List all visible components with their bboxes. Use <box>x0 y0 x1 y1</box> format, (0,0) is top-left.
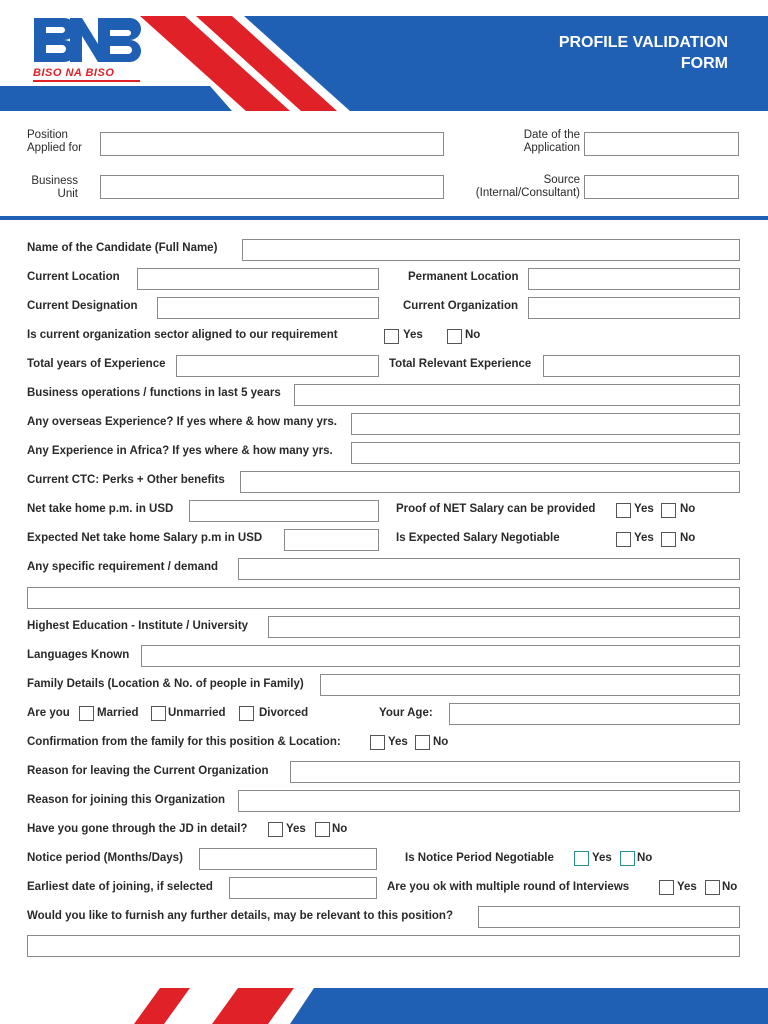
header-blue-band-left <box>0 86 232 111</box>
multiple-rounds-yes-checkbox[interactable] <box>659 880 674 895</box>
expected-negotiable-no-checkbox[interactable] <box>661 532 676 547</box>
proof-net-salary-yes-checkbox[interactable] <box>616 503 631 518</box>
permanent-location-input[interactable] <box>528 268 740 290</box>
reason-leaving-label: Reason for leaving the Current Organization <box>27 765 269 777</box>
current-location-input[interactable] <box>137 268 379 290</box>
current-organization-label: Current Organization <box>403 300 519 312</box>
africa-experience-input[interactable] <box>351 442 740 464</box>
highest-education-input[interactable] <box>268 616 740 638</box>
footer-red-stripe-1 <box>134 988 190 1024</box>
proof-net-salary-no-checkbox[interactable] <box>661 503 676 518</box>
total-experience-label: Total years of Experience <box>27 358 166 370</box>
net-take-home-input[interactable] <box>189 500 379 522</box>
proof-net-salary-yes-label: Yes <box>634 503 654 515</box>
overseas-experience-label: Any overseas Experience? If yes where & how many yrs. <box>27 416 338 428</box>
earliest-joining-input[interactable] <box>229 877 377 899</box>
reason-joining-label: Reason for joining this Organization <box>27 794 226 806</box>
reason-joining-input[interactable] <box>238 790 740 812</box>
position-applied-label-line2: Applied for <box>27 142 82 154</box>
footer-graphic <box>0 986 768 1024</box>
expected-negotiable-yes-label: Yes <box>634 532 654 544</box>
total-relevant-experience-input[interactable] <box>543 355 740 377</box>
multiple-rounds-label: Are you ok with multiple round of Interviews <box>387 881 630 893</box>
logo <box>28 12 143 82</box>
family-details-input[interactable] <box>320 674 740 696</box>
current-ctc-input[interactable] <box>240 471 740 493</box>
notice-negotiable-label: Is Notice Period Negotiable <box>405 852 554 864</box>
notice-negotiable-no-checkbox[interactable] <box>620 851 635 866</box>
expected-negotiable-label: Is Expected Salary Negotiable <box>396 532 560 544</box>
date-application-label <box>500 129 580 155</box>
date-application-label-line2: Application <box>523 142 580 154</box>
multiple-rounds-no-checkbox[interactable] <box>705 880 720 895</box>
multiple-rounds-no-label: No <box>722 881 738 893</box>
specific-requirement-input[interactable] <box>238 558 740 580</box>
logo-underline <box>33 80 140 82</box>
expected-negotiable-no-label: No <box>680 532 696 544</box>
family-confirmation-no-label: No <box>433 736 449 748</box>
source-label-line1: Source <box>543 174 580 186</box>
position-applied-input[interactable] <box>100 132 444 156</box>
your-age-input[interactable] <box>449 703 740 725</box>
unmarried-checkbox[interactable] <box>151 706 166 721</box>
sector-aligned-no-label: No <box>465 329 481 341</box>
business-unit-label-line1: Business <box>31 175 78 187</box>
proof-net-salary-label: Proof of NET Salary can be provided <box>396 503 596 515</box>
business-unit-input[interactable] <box>100 175 444 199</box>
business-unit-label-line2: Unit <box>57 188 78 200</box>
notice-period-input[interactable] <box>199 848 377 870</box>
notice-negotiable-no-label: No <box>637 852 653 864</box>
family-confirmation-yes-checkbox[interactable] <box>370 735 385 750</box>
proof-net-salary-no-label: No <box>680 503 696 515</box>
gone-through-jd-no-label: No <box>332 823 348 835</box>
gone-through-jd-no-checkbox[interactable] <box>315 822 330 837</box>
logo-tagline: BISO NA BISO <box>33 67 115 79</box>
source-label <box>440 174 580 200</box>
title-line1: PROFILE VALIDATION <box>558 34 728 51</box>
candidate-name-label: Name of the Candidate (Full Name) <box>27 242 218 254</box>
total-experience-input[interactable] <box>176 355 379 377</box>
africa-experience-label: Any Experience in Africa? If yes where & how many yrs. <box>27 445 333 457</box>
specific-requirement-label: Any specific requirement / demand <box>27 561 219 573</box>
footer-blue-band <box>290 988 768 1024</box>
married-checkbox[interactable] <box>79 706 94 721</box>
expected-net-input[interactable] <box>284 529 379 551</box>
reason-leaving-input[interactable] <box>290 761 740 783</box>
notice-negotiable-yes-label: Yes <box>592 852 612 864</box>
permanent-location-label: Permanent Location <box>408 271 519 283</box>
specific-requirement-continued-input[interactable] <box>27 587 740 609</box>
notice-negotiable-yes-checkbox[interactable] <box>574 851 589 866</box>
are-you-label: Are you <box>27 707 70 719</box>
business-operations-label: Business operations / functions in last 5 years <box>27 387 281 399</box>
form-title <box>559 32 728 74</box>
languages-known-label: Languages Known <box>27 649 130 661</box>
candidate-name-input[interactable] <box>242 239 740 261</box>
expected-net-label: Expected Net take home Salary p.m in USD <box>27 532 263 544</box>
divorced-label: Divorced <box>259 707 309 719</box>
unmarried-label: Unmarried <box>168 707 226 719</box>
overseas-experience-input[interactable] <box>351 413 740 435</box>
position-applied-label-line1: Position <box>27 129 68 141</box>
highest-education-label: Highest Education - Institute / University <box>27 620 249 632</box>
position-applied-label <box>27 129 82 155</box>
family-confirmation-yes-label: Yes <box>388 736 408 748</box>
section-divider <box>0 216 768 220</box>
current-organization-input[interactable] <box>528 297 740 319</box>
source-input[interactable] <box>584 175 739 199</box>
further-details-input[interactable] <box>478 906 740 928</box>
sector-aligned-label: Is current organization sector aligned to our requirement <box>27 329 338 341</box>
further-details-label: Would you like to furnish any further details, may be relevant to this position? <box>27 910 453 922</box>
multiple-rounds-yes-label: Yes <box>677 881 697 893</box>
sector-aligned-no-checkbox[interactable] <box>447 329 462 344</box>
expected-negotiable-yes-checkbox[interactable] <box>616 532 631 547</box>
gone-through-jd-label: Have you gone through the JD in detail? <box>27 823 248 835</box>
title-line2: FORM <box>680 55 728 72</box>
current-location-label: Current Location <box>27 271 120 283</box>
divorced-checkbox[interactable] <box>239 706 254 721</box>
family-details-label: Family Details (Location & No. of people in Family) <box>27 678 304 690</box>
source-label-line2: (Internal/Consultant) <box>475 187 580 199</box>
date-application-label-line1: Date of the <box>523 129 580 141</box>
further-details-continued-input[interactable] <box>27 935 740 957</box>
net-take-home-label: Net take home p.m. in USD <box>27 503 174 515</box>
family-confirmation-label: Confirmation from the family for this position & Location: <box>27 736 341 748</box>
current-designation-label: Current Designation <box>27 300 138 312</box>
family-confirmation-no-checkbox[interactable] <box>415 735 430 750</box>
footer-red-stripe-2 <box>212 988 294 1024</box>
sector-aligned-yes-label: Yes <box>403 329 423 341</box>
current-designation-input[interactable] <box>157 297 379 319</box>
languages-known-input[interactable] <box>141 645 740 667</box>
bnb-logo-icon <box>28 12 143 68</box>
your-age-label: Your Age: <box>379 707 433 719</box>
notice-period-label: Notice period (Months/Days) <box>27 852 183 864</box>
sector-aligned-yes-checkbox[interactable] <box>384 329 399 344</box>
business-unit-label <box>27 175 78 201</box>
gone-through-jd-yes-checkbox[interactable] <box>268 822 283 837</box>
gone-through-jd-yes-label: Yes <box>286 823 306 835</box>
current-ctc-label: Current CTC: Perks + Other benefits <box>27 474 225 486</box>
married-label: Married <box>97 707 139 719</box>
earliest-joining-label: Earliest date of joining, if selected <box>27 881 213 893</box>
business-operations-input[interactable] <box>294 384 740 406</box>
total-relevant-experience-label: Total Relevant Experience <box>389 358 532 370</box>
date-application-input[interactable] <box>584 132 739 156</box>
